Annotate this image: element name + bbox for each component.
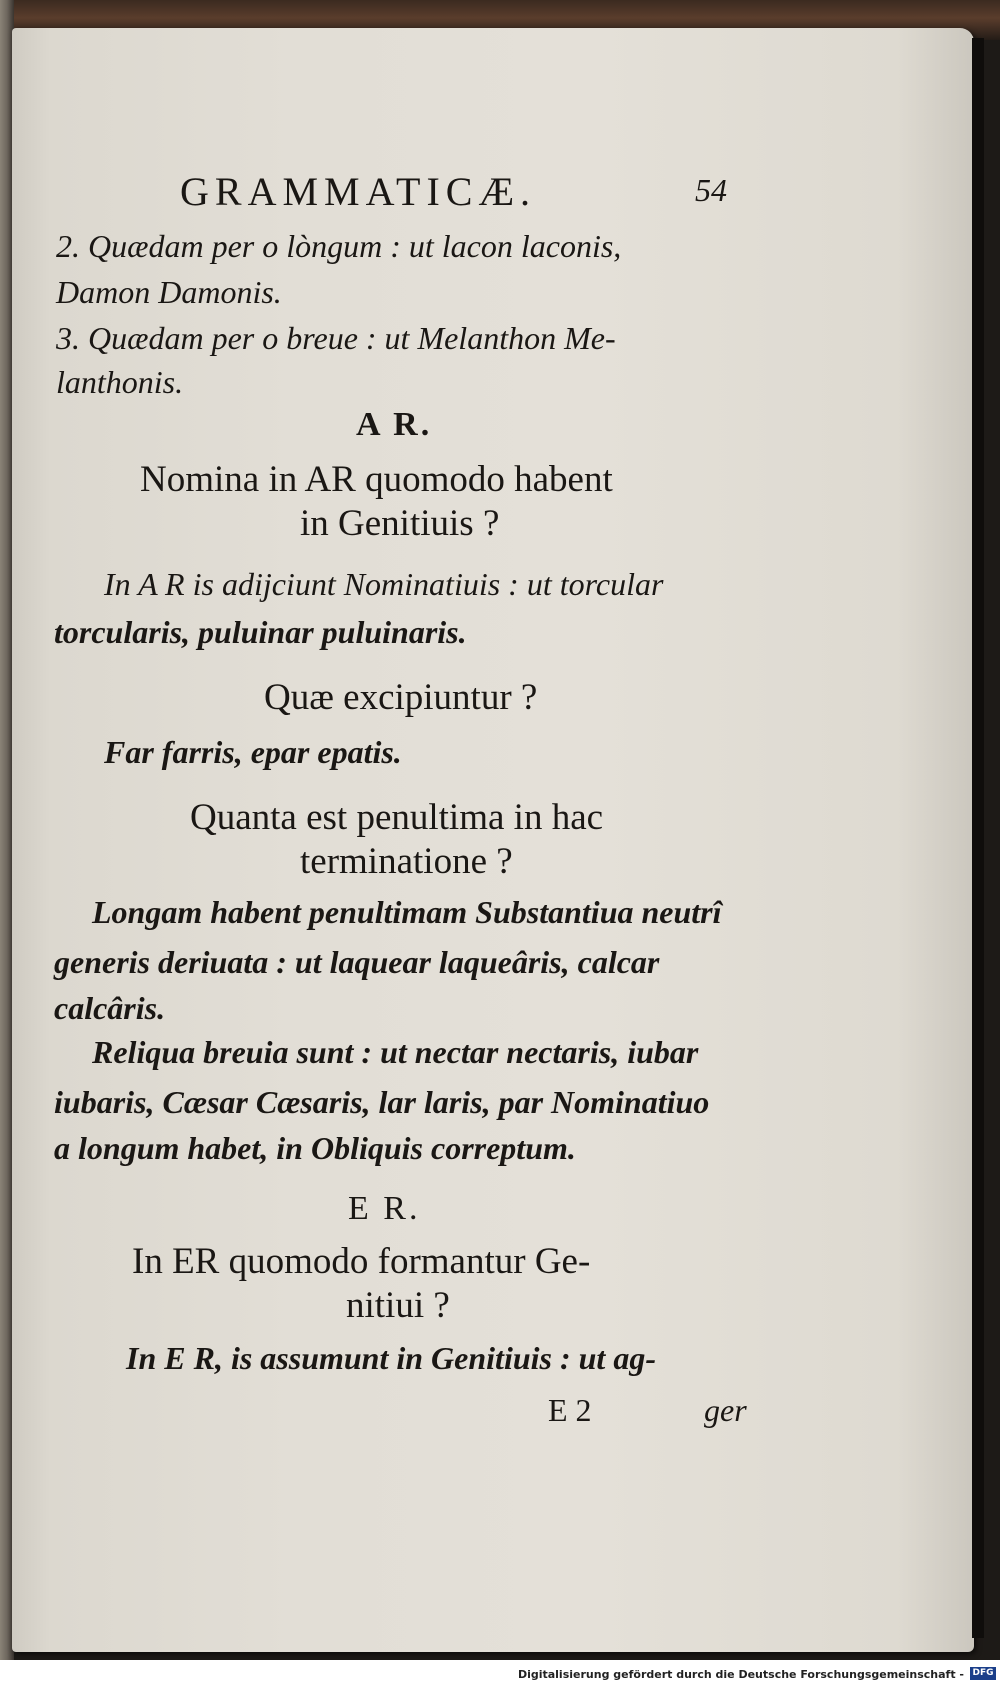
section-heading-er: E R. bbox=[348, 1190, 421, 1227]
section-heading-ar: A R. bbox=[356, 406, 433, 443]
signature-mark: E 2 bbox=[548, 1392, 592, 1428]
text-line: 2. Quædam per o lòngum : ut lacon laconis, bbox=[56, 228, 622, 264]
footer-credit: Digitalisierung gefördert durch die Deutsche Forschungsgemeinschaft - bbox=[517, 1668, 964, 1681]
catchword: ger bbox=[704, 1392, 747, 1428]
question-line: in Genitiuis ? bbox=[300, 503, 500, 544]
page-number: 54 bbox=[695, 172, 727, 208]
question-line: Nomina in AR quomodo habent bbox=[140, 459, 613, 500]
question-line: Quæ excipiuntur ? bbox=[264, 677, 538, 718]
text-line: In E R, is assumunt in Genitiuis : ut ag- bbox=[126, 1340, 656, 1376]
text-line: torcularis, puluinar puluinaris. bbox=[54, 614, 467, 650]
question-line: In ER quomodo formantur Ge- bbox=[132, 1241, 591, 1282]
question-line: nitiui ? bbox=[346, 1285, 450, 1326]
text-line: generis deriuata : ut laquear laqueâris, calcar bbox=[54, 944, 660, 980]
page-right-shadow bbox=[972, 38, 984, 1638]
text-line: a longum habet, in Obliquis correptum. bbox=[54, 1130, 576, 1166]
text-line: Damon Damonis. bbox=[56, 274, 282, 310]
text-line: Far farris, epar epatis. bbox=[104, 734, 402, 770]
text-line: Reliqua breuia sunt : ut nectar nectaris, iubar bbox=[92, 1034, 699, 1070]
text-line: lanthonis. bbox=[56, 364, 184, 400]
question-line: Quanta est penultima in hac bbox=[190, 797, 604, 838]
question-line: terminatione ? bbox=[300, 841, 513, 882]
text-line: Longam habent penultimam Substantiua neutrî bbox=[92, 894, 722, 930]
text-line: iubaris, Cæsar Cæsaris, lar laris, par Nominatiuo bbox=[54, 1084, 710, 1120]
text-line: calcâris. bbox=[54, 990, 166, 1026]
text-line: In A R is adijciunt Nominatiuis : ut torcular bbox=[104, 566, 664, 602]
text-line: 3. Quædam per o breue : ut Melanthon Me- bbox=[56, 320, 616, 356]
running-header: GRAMMATICÆ. bbox=[180, 169, 537, 214]
dfg-logo: DFG bbox=[970, 1667, 996, 1680]
